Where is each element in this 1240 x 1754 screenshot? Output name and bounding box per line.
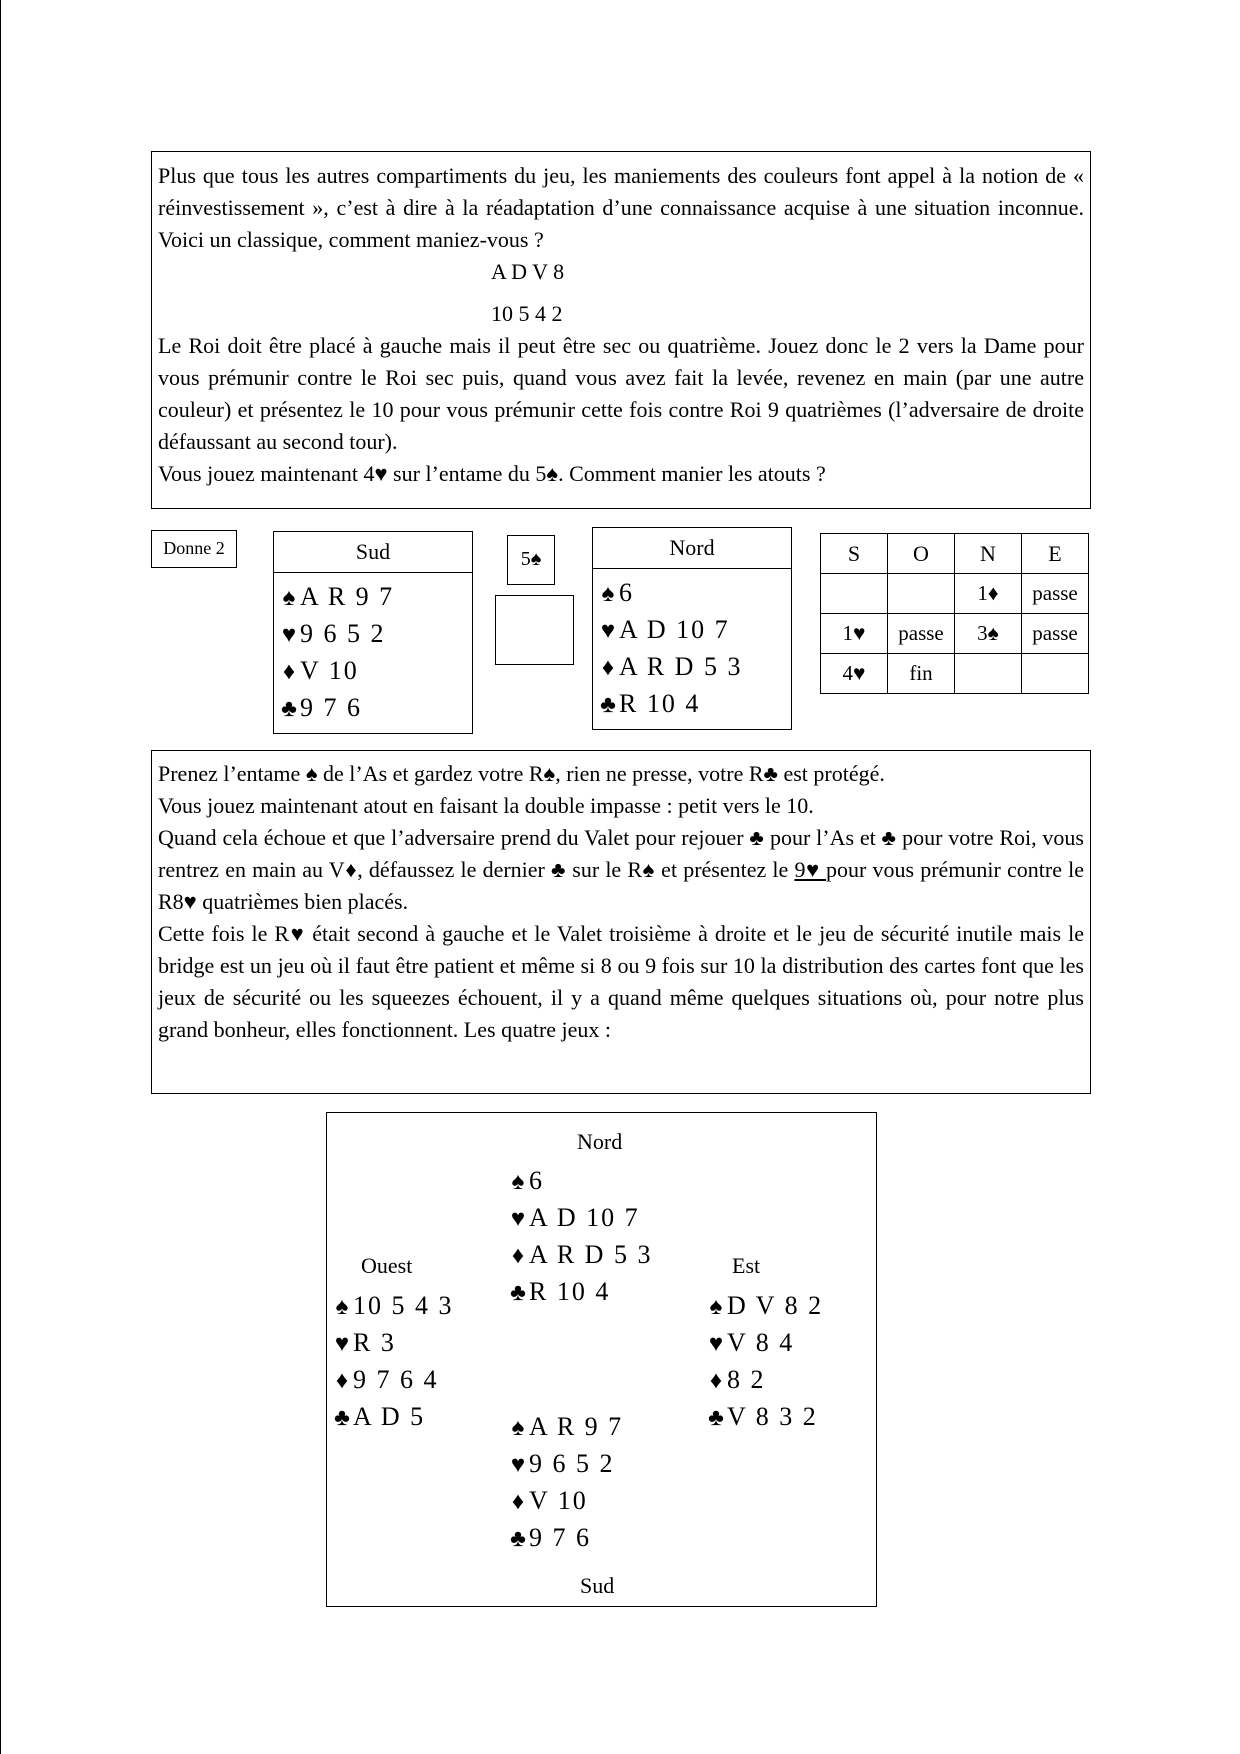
nord-spades: ♠ 6 (597, 575, 791, 612)
bid-cell: passe (888, 614, 955, 654)
spade-icon: ♠ (335, 1294, 349, 1320)
nord-diamonds: ♦ A R D 5 3 (597, 649, 791, 686)
sud-hearts: ♥ 9 6 5 2 (278, 616, 472, 653)
diagram-label-sud: Sud (580, 1573, 615, 1598)
diagram-hand-est (705, 1288, 823, 1436)
empty-trick-card (495, 595, 574, 665)
diamond-icon: ♦ (511, 1243, 525, 1269)
explanation-box (151, 750, 1091, 1094)
bid-cell: 1♦ (955, 574, 1022, 614)
diagram-label-ouest: Ouest (361, 1253, 413, 1278)
bid-cell: 4♥ (821, 654, 888, 694)
diamond-icon: ♦ (601, 655, 615, 681)
explanation-line-3: Quand cela échoue et que l’adversaire prend du Valet pour rejouer ♣ pour l’As et ♣ pour votre Roi, vous rentrez en main au V♦, défaussez le dernier ♣ sur le R♠ et présentez le 9♥ pour vous prémunir contre le R8♥ quatrièmes bien placés. (158, 825, 1084, 914)
full-deal-diagram (326, 1112, 877, 1607)
heart-icon: ♥ (510, 1206, 526, 1232)
club-icon: ♣ (334, 1405, 350, 1431)
spade-icon: ♠ (511, 1415, 525, 1441)
club-icon: ♣ (510, 1526, 526, 1552)
club-icon: ♣ (510, 1280, 526, 1306)
sud-hearts: ♥ 9 6 5 2 (507, 1446, 623, 1483)
bidding-row (821, 574, 1089, 614)
club-icon: ♣ (708, 1405, 724, 1431)
holding-north: A D V 8 (491, 259, 565, 284)
diagram-label-est: Est (732, 1253, 761, 1278)
heart-icon: ♥ (334, 1331, 350, 1357)
lead-card: 5♠ (507, 535, 555, 585)
club-icon: ♣ (281, 696, 297, 722)
spade-icon: ♠ (282, 585, 296, 611)
club-icon: ♣ (600, 692, 616, 718)
diagram-hand-nord (507, 1163, 652, 1311)
bidding-row (821, 654, 1089, 694)
bid-cell (888, 574, 955, 614)
hand-sud (273, 531, 473, 734)
diagram-label-nord: Nord (577, 1129, 623, 1154)
nord-clubs: ♣ R 10 4 (507, 1274, 652, 1311)
nord-hearts: ♥ A D 10 7 (597, 612, 791, 649)
ouest-hearts: ♥ R 3 (331, 1325, 454, 1362)
bid-cell (821, 574, 888, 614)
sud-spades: ♠ A R 9 7 (507, 1409, 623, 1446)
intro-paragraph-1: Plus que tous les autres compartiments du jeu, les maniements des couleurs font appel à la notion de « réinvestissement », c’est à dire à la réadaptation d’une connaissance acquise à une situation inconnue. Voici un classique, comment maniez-vous ? (158, 163, 1084, 252)
nord-spades: ♠ 6 (507, 1163, 652, 1200)
diamond-icon: ♦ (335, 1368, 349, 1394)
est-diamonds: ♦ 8 2 (705, 1362, 823, 1399)
heart-icon: ♥ (600, 618, 616, 644)
bid-cell: 3♠ (955, 614, 1022, 654)
bid-cell (1022, 654, 1089, 694)
sud-diamonds: ♦ V 10 (278, 653, 472, 690)
intro-paragraph-2: Le Roi doit être placé à gauche mais il peut être sec ou quatrième. Jouez donc le 2 vers la Dame pour vous prémunir contre le Roi sec puis, quand vous avez fait la levée, revenez en main (par une autre couleur) et présentez le 10 pour vous prémunir cette fois contre Roi 9 quatrièmes (l’adversaire de droite défaussant au second tour). (158, 333, 1084, 454)
hand-title-nord: Nord (593, 528, 791, 569)
heart-icon: ♥ (708, 1331, 724, 1357)
intro-paragraph-3: Vous jouez maintenant 4♥ sur l’entame du 5♠. Comment manier les atouts ? (158, 461, 826, 486)
spade-icon: ♠ (709, 1294, 723, 1320)
nord-diamonds: ♦ A R D 5 3 (507, 1237, 652, 1274)
nord-clubs: ♣ R 10 4 (597, 686, 791, 723)
bidding-header: E (1022, 534, 1089, 574)
ouest-clubs: ♣ A D 5 (331, 1399, 454, 1436)
nord-hearts: ♥ A D 10 7 (507, 1200, 652, 1237)
holding-south: 10 5 4 2 (491, 301, 563, 326)
bidding-row (821, 614, 1089, 654)
bidding-table (820, 533, 1089, 694)
bid-cell: 1♥ (821, 614, 888, 654)
diamond-icon: ♦ (511, 1489, 525, 1515)
underlined-card: 9♥ (794, 857, 826, 882)
sud-diamonds: ♦ V 10 (507, 1483, 623, 1520)
spade-icon: ♠ (601, 581, 615, 607)
bidding-header: O (888, 534, 955, 574)
intro-box (151, 151, 1091, 509)
est-spades: ♠ D V 8 2 (705, 1288, 823, 1325)
diamond-icon: ♦ (709, 1368, 723, 1394)
bid-cell: fin (888, 654, 955, 694)
page-edge-line (0, 0, 1, 1754)
bid-cell (955, 654, 1022, 694)
sud-spades: ♠ A R 9 7 (278, 579, 472, 616)
bid-cell: passe (1022, 574, 1089, 614)
bidding-header: S (821, 534, 888, 574)
est-hearts: ♥ V 8 4 (705, 1325, 823, 1362)
hand-nord (592, 527, 792, 730)
hand-title-sud: Sud (274, 532, 472, 573)
bidding-header-row (821, 534, 1089, 574)
diagram-hand-sud (507, 1409, 623, 1557)
diagram-hand-ouest (331, 1288, 454, 1436)
explanation-line-1: Prenez l’entame ♠ de l’As et gardez votre R♠, rien ne presse, votre R♣ est protégé. (158, 761, 885, 786)
sud-clubs: ♣ 9 7 6 (507, 1520, 623, 1557)
sud-clubs: ♣ 9 7 6 (278, 690, 472, 727)
explanation-line-2: Vous jouez maintenant atout en faisant la double impasse : petit vers le 10. (158, 793, 814, 818)
heart-icon: ♥ (281, 622, 297, 648)
est-clubs: ♣ V 8 3 2 (705, 1399, 823, 1436)
spade-icon: ♠ (511, 1169, 525, 1195)
heart-icon: ♥ (510, 1452, 526, 1478)
ouest-spades: ♠ 10 5 4 3 (331, 1288, 454, 1325)
diamond-icon: ♦ (282, 659, 296, 685)
explanation-line-4: Cette fois le R♥ était second à gauche et le Valet troisième à droite et le jeu de sécurité inutile mais le bridge est un jeu où il faut être patient et même si 8 ou 9 fois sur 10 la distribution des cartes font que les jeux de sécurité ou les squeezes échouent, il y a quand même quelques situations où, pour notre plus grand bonheur, elles fonctionnent. Les quatre jeux : (158, 921, 1084, 1042)
deal-label: Donne 2 (151, 530, 237, 568)
ouest-diamonds: ♦ 9 7 6 4 (331, 1362, 454, 1399)
bidding-header: N (955, 534, 1022, 574)
bid-cell: passe (1022, 614, 1089, 654)
